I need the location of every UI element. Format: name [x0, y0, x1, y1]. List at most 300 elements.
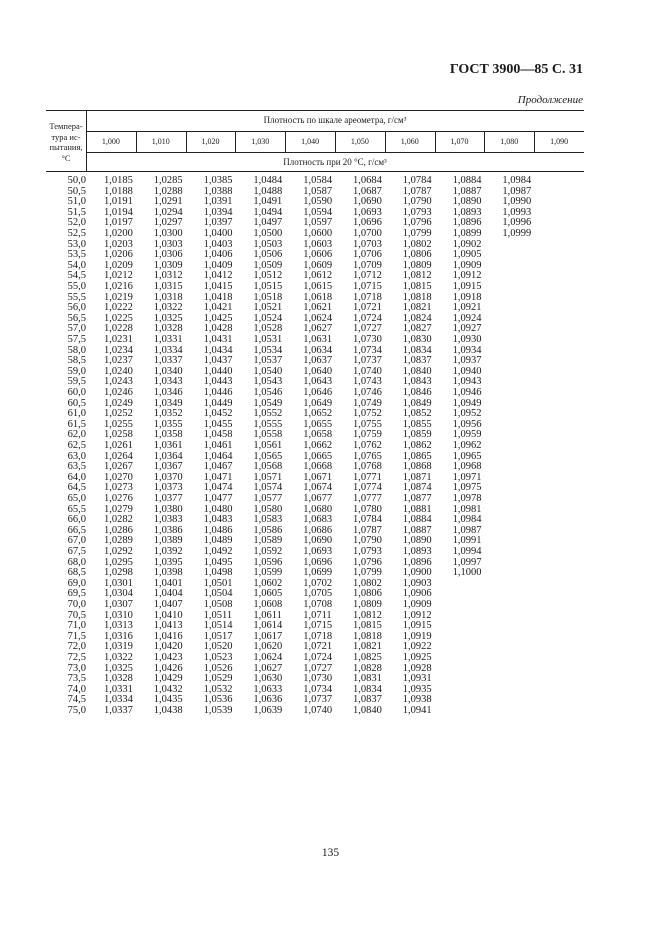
- density-cell: 1,0721: [353, 302, 382, 314]
- density-cell: 1,0752: [353, 408, 382, 420]
- value-group: [204, 176, 233, 229]
- density-cell: 1,0899: [452, 228, 482, 239]
- density-cell: 1,0637: [303, 355, 333, 367]
- value-group: [303, 547, 332, 600]
- density-cell: 1,0959: [452, 429, 482, 441]
- density-cell: 1,0495: [203, 556, 233, 568]
- density-cell: 1,0590: [303, 196, 333, 208]
- density-cell: 1,0686: [303, 524, 333, 536]
- value-group: [353, 335, 382, 388]
- value-group: [403, 176, 432, 229]
- density-cell: 1,0868: [402, 461, 432, 473]
- density-cell: 1,0903: [402, 577, 432, 589]
- density-cell: [502, 462, 531, 473]
- value-group: [403, 282, 432, 335]
- density-cell: 1,0337: [153, 355, 183, 367]
- density-cell: 1,0715: [353, 281, 382, 292]
- density-column: [403, 176, 432, 759]
- value-group: [353, 547, 382, 600]
- value-group: [204, 229, 233, 282]
- value-group: [104, 600, 133, 653]
- density-cell: 1,0599: [253, 567, 283, 579]
- density-cell: [502, 303, 531, 314]
- value-group: [453, 388, 482, 441]
- temperature-cell: 68,5: [67, 567, 86, 579]
- density-cell: 1,0288: [153, 185, 183, 197]
- page-number: 135: [321, 847, 340, 859]
- density-cell: 1,0727: [353, 323, 382, 335]
- value-group: [154, 229, 183, 282]
- value-group: [502, 282, 531, 335]
- density-cell: 1,0291: [153, 196, 183, 208]
- density-cell: 1,0529: [203, 673, 233, 685]
- density-cell: 1,0994: [452, 546, 482, 557]
- temperature-cell: 70,5: [67, 609, 86, 621]
- density-cell: 1,0935: [402, 683, 432, 695]
- value-group: [502, 547, 531, 600]
- density-cell: 1,0534: [253, 344, 283, 356]
- value-group: [453, 282, 482, 335]
- density-cell: 1,0200: [104, 228, 133, 239]
- density-cell: [453, 664, 482, 675]
- value-group: [403, 706, 432, 759]
- density-cell: 1,0993: [502, 206, 532, 218]
- value-group: [303, 441, 332, 494]
- density-cell: 1,0634: [303, 344, 333, 356]
- density-cell: 1,0620: [253, 641, 283, 653]
- density-cell: 1,0855: [402, 418, 432, 430]
- density-cell: [453, 674, 482, 685]
- density-cell: 1,0737: [303, 694, 333, 706]
- density-cell: 1,0981: [452, 503, 482, 515]
- density-cell: 1,0203: [104, 238, 133, 250]
- value-group: [253, 229, 282, 282]
- density-cell: 1,0597: [303, 217, 333, 229]
- value-group: [353, 653, 382, 706]
- density-cell: 1,0383: [153, 514, 183, 526]
- density-cell: 1,0630: [253, 673, 283, 685]
- value-group: [154, 441, 183, 494]
- density-cell: 1,0749: [353, 397, 382, 409]
- density-cell: 1,0596: [253, 556, 283, 568]
- density-cell: 1,0312: [153, 270, 183, 282]
- density-cell: [453, 706, 482, 717]
- density-cell: 1,0306: [153, 249, 183, 261]
- density-cell: 1,0809: [353, 599, 382, 610]
- density-cell: 1,0392: [153, 546, 183, 557]
- temperature-cell: 60,0: [67, 387, 86, 398]
- density-cell: [502, 664, 531, 675]
- value-group: [303, 494, 332, 547]
- density-cell: 1,0191: [104, 196, 133, 208]
- density-cell: 1,0512: [253, 270, 283, 282]
- density-cell: 1,0395: [153, 556, 183, 568]
- density-cell: 1,0403: [203, 238, 233, 250]
- density-cell: 1,0429: [153, 673, 183, 685]
- density-cell: [453, 653, 482, 664]
- density-cell: [502, 399, 531, 410]
- density-cell: 1,0605: [253, 588, 283, 600]
- density-cell: [502, 430, 531, 441]
- value-group: [204, 600, 233, 653]
- value-group: [104, 441, 133, 494]
- density-cell: 1,0934: [452, 344, 482, 356]
- density-cell: 1,0449: [203, 397, 233, 409]
- density-cell: 1,0799: [353, 567, 382, 579]
- density-cell: 1,0331: [153, 334, 183, 345]
- density-cell: 1,0721: [303, 641, 333, 653]
- value-group: [453, 706, 482, 759]
- density-cell: 1,0423: [153, 652, 183, 663]
- value-group: [353, 176, 382, 229]
- density-cell: 1,0286: [104, 524, 133, 536]
- value-group: [453, 547, 482, 600]
- value-group: [403, 653, 432, 706]
- density-cell: 1,0385: [203, 175, 233, 186]
- density-cell: [502, 674, 531, 685]
- temperature-cell: 66,0: [67, 514, 86, 526]
- density-cell: 1,0724: [303, 652, 333, 663]
- density-cell: 1,0583: [253, 514, 283, 526]
- density-cell: 1,0406: [203, 249, 233, 261]
- density-cell: 1,0978: [452, 493, 482, 504]
- density-cell: 1,0918: [452, 291, 482, 303]
- density-cell: 1,0434: [203, 344, 233, 356]
- density-cell: 1,0391: [203, 196, 233, 208]
- density-cell: 1,0956: [452, 418, 482, 430]
- density-cell: 1,0310: [104, 609, 133, 621]
- density-cell: 1,0796: [402, 217, 432, 229]
- value-group: [104, 335, 133, 388]
- temperature-cell: 73,0: [67, 662, 86, 674]
- temperature-cell: 61,5: [67, 418, 86, 430]
- density-cell: [502, 271, 531, 282]
- density-cell: [453, 600, 482, 611]
- density-cell: 1,0222: [104, 302, 133, 314]
- density-cell: 1,0984: [452, 514, 482, 526]
- density-cell: [502, 685, 531, 696]
- density-cell: 1,0975: [452, 482, 482, 494]
- density-cell: 1,0999: [502, 228, 532, 239]
- density-cell: 1,0727: [303, 662, 333, 674]
- density-cell: [502, 346, 531, 357]
- density-cell: 1,0871: [402, 471, 432, 483]
- density-cell: 1,0890: [452, 196, 482, 208]
- density-cell: 1,0289: [104, 535, 133, 547]
- temperature-cell: 71,5: [67, 630, 86, 642]
- density-cell: 1,0325: [104, 662, 133, 674]
- density-cell: 1,0532: [203, 683, 233, 695]
- value-group: [154, 653, 183, 706]
- value-group: [253, 547, 282, 600]
- density-cell: 1,0905: [452, 249, 482, 261]
- density-cell: 1,0893: [402, 546, 432, 557]
- density-cell: 1,0273: [104, 482, 133, 494]
- density-cell: 1,0706: [353, 249, 382, 261]
- density-cell: 1,0834: [353, 683, 382, 695]
- density-cell: 1,0480: [203, 503, 233, 515]
- density-cell: 1,0915: [402, 620, 432, 632]
- density-cell: 1,0655: [303, 418, 333, 430]
- density-cell: 1,0386: [153, 524, 183, 536]
- density-cell: [502, 642, 531, 653]
- column-header: 1,080: [500, 137, 519, 146]
- density-cell: 1,0949: [452, 397, 482, 409]
- density-cell: 1,0693: [303, 546, 333, 557]
- density-column: [453, 176, 482, 759]
- density-cell: 1,0234: [104, 344, 133, 356]
- density-cell: 1,0730: [303, 673, 333, 685]
- scale-header: Плотность по шкале ареометра, г/см³: [263, 115, 407, 125]
- density-cell: 1,0552: [253, 408, 283, 420]
- value-group: [403, 600, 432, 653]
- density-cell: [502, 695, 531, 706]
- density-cell: 1,0415: [203, 281, 233, 292]
- temperature-cell: 64,5: [67, 482, 86, 494]
- value-group: [403, 547, 432, 600]
- density-cell: 1,0506: [253, 249, 283, 261]
- density-cell: 1,0571: [253, 471, 283, 483]
- temperature-cell: 55,0: [67, 281, 86, 292]
- density-cell: 1,0609: [303, 259, 333, 271]
- density-cell: [502, 452, 531, 463]
- density-cell: 1,0997: [452, 556, 482, 568]
- density-cell: 1,0526: [203, 662, 233, 674]
- temperature-cell: 52,0: [67, 217, 86, 229]
- density-cell: 1,0846: [402, 387, 432, 398]
- density-cell: 1,0524: [253, 312, 283, 324]
- density-cell: 1,0996: [502, 217, 532, 229]
- density-cell: [502, 494, 531, 505]
- value-group: [453, 494, 482, 547]
- density-cell: 1,0440: [203, 365, 233, 377]
- density-cell: 1,0771: [353, 471, 382, 483]
- value-group: [104, 653, 133, 706]
- temperature-cell: 57,0: [67, 323, 86, 335]
- density-cell: 1,0297: [153, 217, 183, 229]
- value-group: [204, 388, 233, 441]
- density-cell: [502, 483, 531, 494]
- density-cell: 1,0827: [402, 323, 432, 335]
- density-cell: 1,0730: [353, 334, 382, 345]
- density-cell: 1,0592: [253, 546, 283, 557]
- density-cell: 1,0334: [153, 344, 183, 356]
- density-cell: 1,0793: [402, 206, 432, 218]
- density-cell: 1,0243: [104, 376, 133, 388]
- column-header: 1,050: [350, 137, 369, 146]
- density-cell: 1,0488: [253, 185, 283, 197]
- density-cell: 1,0937: [452, 355, 482, 367]
- value-group: [502, 600, 531, 653]
- value-group: [204, 441, 233, 494]
- value-group: [303, 388, 332, 441]
- density-column: [104, 176, 133, 759]
- running-header: ГОСТ 3900—85 С. 31: [449, 62, 583, 77]
- density-cell: 1,0455: [203, 418, 233, 430]
- density-cell: 1,0504: [203, 588, 233, 600]
- density-cell: [453, 695, 482, 706]
- density-cell: 1,0790: [353, 535, 382, 547]
- density-cell: 1,0334: [104, 694, 133, 706]
- temperature-cell: 51,5: [67, 206, 86, 218]
- density-cell: 1,0568: [253, 461, 283, 473]
- density-cell: 1,0646: [303, 387, 333, 398]
- density-cell: 1,0343: [153, 376, 183, 388]
- density-cell: 1,0491: [253, 196, 283, 208]
- value-group: [303, 176, 332, 229]
- density-cell: 1,0367: [153, 461, 183, 473]
- density-cell: 1,0540: [253, 365, 283, 377]
- density-cell: [502, 568, 531, 579]
- temperature-group: [46, 600, 86, 653]
- density-cell: 1,0589: [253, 535, 283, 547]
- density-cell: 1,0849: [402, 397, 432, 409]
- value-group: [303, 600, 332, 653]
- density-cell: 1,0508: [203, 599, 233, 610]
- value-group: [253, 441, 282, 494]
- density-cell: [502, 377, 531, 388]
- density-cell: 1,0252: [104, 408, 133, 420]
- density-cell: 1,0209: [104, 259, 133, 271]
- temperature-cell: 68,0: [67, 556, 86, 568]
- density-cell: [453, 642, 482, 653]
- value-group: [453, 335, 482, 388]
- density-cell: 1,0216: [104, 281, 133, 292]
- density-cell: 1,0340: [153, 365, 183, 377]
- density-cell: 1,0743: [353, 376, 382, 388]
- temperature-cell: 52,5: [67, 228, 86, 239]
- value-group: [353, 441, 382, 494]
- density-cell: [502, 536, 531, 547]
- continuation-label: Продолжение: [517, 94, 583, 106]
- density-cell: [502, 600, 531, 611]
- density-cell: 1,0511: [203, 609, 233, 621]
- density-cell: 1,0219: [104, 291, 133, 303]
- density-cell: 1,0702: [303, 577, 333, 589]
- value-group: [353, 229, 382, 282]
- density-cell: 1,0602: [253, 577, 283, 589]
- density-cell: 1,0683: [303, 514, 333, 526]
- density-cell: 1,0658: [303, 429, 333, 441]
- density-cell: 1,0806: [353, 588, 382, 600]
- density-cell: 1,0536: [203, 694, 233, 706]
- temperature-cell: 70,0: [67, 599, 86, 610]
- value-group: [502, 653, 531, 706]
- density-cell: 1,0549: [253, 397, 283, 409]
- density-cell: [502, 505, 531, 516]
- value-group: [154, 494, 183, 547]
- density-cell: 1,0474: [203, 482, 233, 494]
- density-cell: [453, 589, 482, 600]
- density-cell: 1,0896: [402, 556, 432, 568]
- value-group: [204, 547, 233, 600]
- column-header: 1,090: [550, 137, 569, 146]
- value-group: [403, 335, 432, 388]
- density-cell: 1,0624: [303, 312, 333, 324]
- density-cell: 1,0740: [353, 365, 382, 377]
- density-cell: 1,0255: [104, 418, 133, 430]
- temperature-cell: 58,5: [67, 355, 86, 367]
- value-group: [253, 706, 282, 759]
- temperature-cell: 69,0: [67, 577, 86, 589]
- density-cell: 1,0337: [104, 705, 133, 716]
- density-cell: [453, 632, 482, 643]
- value-group: [453, 441, 482, 494]
- density-cell: 1,0304: [104, 588, 133, 600]
- density-cell: 1,0627: [303, 323, 333, 335]
- value-group: [253, 600, 282, 653]
- density-cell: 1,0523: [203, 652, 233, 663]
- temperature-cell: 58,0: [67, 344, 86, 356]
- value-group: [253, 176, 282, 229]
- density-cell: 1,0594: [303, 206, 333, 218]
- density-cell: 1,0298: [104, 567, 133, 579]
- column-header: 1,030: [251, 137, 270, 146]
- density-cell: 1,0774: [353, 482, 382, 494]
- value-group: [502, 176, 531, 229]
- density-cell: [502, 250, 531, 261]
- density-cell: 1,0325: [153, 312, 183, 324]
- density-cell: 1,0313: [104, 620, 133, 632]
- density-cell: 1,0377: [153, 493, 183, 504]
- density-cell: 1,0991: [452, 535, 482, 547]
- temperature-cell: 66,5: [67, 524, 86, 536]
- density-cell: 1,0780: [353, 503, 382, 515]
- density-cell: 1,0708: [303, 599, 333, 610]
- density-cell: [502, 388, 531, 399]
- temperature-cell: 56,0: [67, 302, 86, 314]
- density-cell: 1,0531: [253, 334, 283, 345]
- temperature-group: [46, 706, 86, 759]
- density-cell: 1,0400: [203, 228, 233, 239]
- density-cell: 1,0307: [104, 599, 133, 610]
- density-cell: 1,0790: [402, 196, 432, 208]
- density-cell: 1,0793: [353, 546, 382, 557]
- density-cell: 1,0319: [104, 641, 133, 653]
- density-cell: 1,0684: [353, 175, 382, 186]
- value-group: [104, 176, 133, 229]
- density-cell: [502, 589, 531, 600]
- temperature-cell: 64,0: [67, 471, 86, 483]
- temperature-group: [46, 653, 86, 706]
- density-cell: 1,0631: [303, 334, 333, 345]
- density-cell: 1,0711: [303, 609, 332, 621]
- density-cell: 1,0322: [104, 652, 133, 663]
- temperature-cell: 73,5: [67, 673, 86, 685]
- density-cell: 1,0740: [303, 705, 333, 716]
- density-cell: [453, 579, 482, 590]
- temperature-group: [46, 229, 86, 282]
- density-cell: 1,0197: [104, 217, 133, 229]
- density-cell: 1,0696: [303, 556, 333, 568]
- density-cell: [502, 579, 531, 590]
- density-column: [204, 176, 233, 759]
- density-cell: 1,0734: [353, 344, 382, 356]
- temperature-cell: 54,0: [67, 259, 86, 271]
- density-cell: 1,0818: [402, 291, 432, 303]
- density-cell: 1,0452: [203, 408, 233, 420]
- value-group: [502, 388, 531, 441]
- temperature-cell: 59,5: [67, 376, 86, 388]
- value-group: [154, 282, 183, 335]
- density-cell: [453, 611, 482, 622]
- density-cell: 1,0349: [153, 397, 183, 409]
- density-header: Плотность при 20 °С, г/см³: [283, 157, 387, 167]
- density-cell: 1,0584: [303, 175, 333, 186]
- density-cell: 1,0965: [452, 450, 482, 462]
- value-group: [353, 706, 382, 759]
- density-cell: 1,0514: [203, 620, 233, 632]
